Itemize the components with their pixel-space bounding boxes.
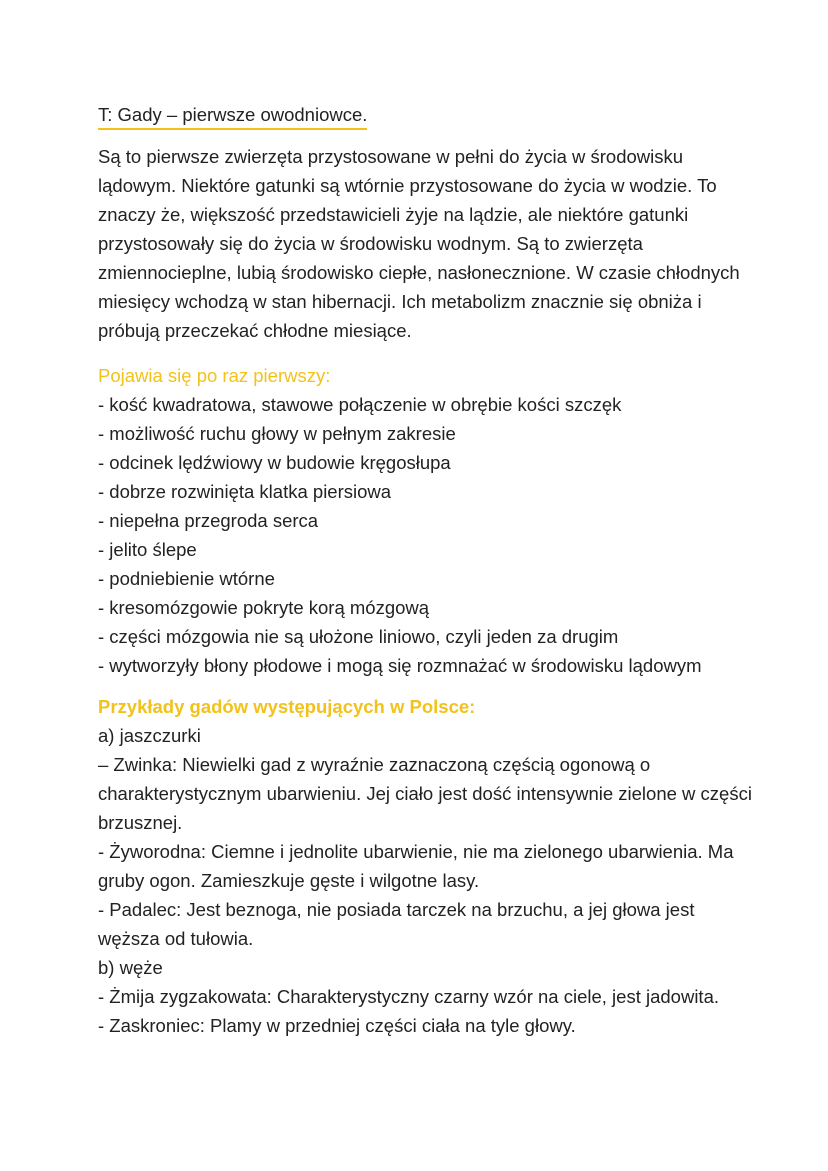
- list-item: - części mózgowia nie są ułożone liniowo, czyli jeden za drugim: [98, 626, 619, 647]
- list-item: - możliwość ruchu głowy w pełnym zakresie: [98, 423, 456, 444]
- snakes-label: b) węże: [98, 957, 163, 978]
- intro-paragraph: Są to pierwsze zwierzęta przystosowane w pełni do życia w środowisku lądowym. Niektóre gatunki są wtórnie przystosowane do życia w wodzie. To znaczy że, większość przedstawicieli żyje na lądzie, ale niektóre gatunki przystosowały się do życia w środowisku wodnym. Są to zwierzęta zmiennocieplne, lubią środowisko ciepłe, nasłonecznione. W czasie chłodnych miesięcy wchodzą w stan hibernacji. Ich metabolizm znacznie się obniża i próbują przeczekać chłodne miesiące.: [98, 146, 740, 341]
- lizard-entry-padalec: - Padalec: Jest beznoga, nie posiada tarczek na brzuchu, a jej głowa jest węższa od tułowia.: [98, 899, 695, 949]
- list-item: - podniebienie wtórne: [98, 568, 275, 589]
- list-item: - odcinek lędźwiowy w budowie kręgosłupa: [98, 452, 451, 473]
- snake-entry-zaskroniec: - Zaskroniec: Plamy w przedniej części ciała na tyle głowy.: [98, 1015, 576, 1036]
- lizards-label: a) jaszczurki: [98, 725, 201, 746]
- list-item: - jelito ślepe: [98, 539, 197, 560]
- lizard-entry-zyworodna: - Żyworodna: Ciemne i jednolite ubarwienie, nie ma zielonego ubarwienia. Ma gruby ogon. Zamieszkuje gęste i wilgotne lasy.: [98, 841, 734, 891]
- page-title: T: Gady – pierwsze owodniowce.: [98, 102, 367, 130]
- list-item: - dobrze rozwinięta klatka piersiowa: [98, 481, 392, 502]
- list-item: - wytworzyły błony płodowe i mogą się rozmnażać w środowisku lądowym: [98, 655, 702, 676]
- list-item: - kość kwadratowa, stawowe połączenie w obrębie kości szczęk: [98, 394, 622, 415]
- first-time-heading: Pojawia się po raz pierwszy:: [98, 365, 331, 386]
- first-time-list: [98, 390, 758, 680]
- snake-entry-zmija: - Żmija zygzakowata: Charakterystyczny czarny wzór na ciele, jest jadowita.: [98, 986, 719, 1007]
- list-item: - kresomózgowie pokryte korą mózgową: [98, 597, 430, 618]
- lizard-entry-zwinka: – Zwinka: Niewielki gad z wyraźnie zaznaczoną częścią ogonową o charakterystycznym ubarwieniu. Jej ciało jest dość intensywnie zielone w części brzusznej.: [98, 754, 752, 833]
- document-page: [98, 100, 758, 1040]
- examples-heading: Przykłady gadów występujących w Polsce:: [98, 696, 476, 717]
- list-item: - niepełna przegroda serca: [98, 510, 319, 531]
